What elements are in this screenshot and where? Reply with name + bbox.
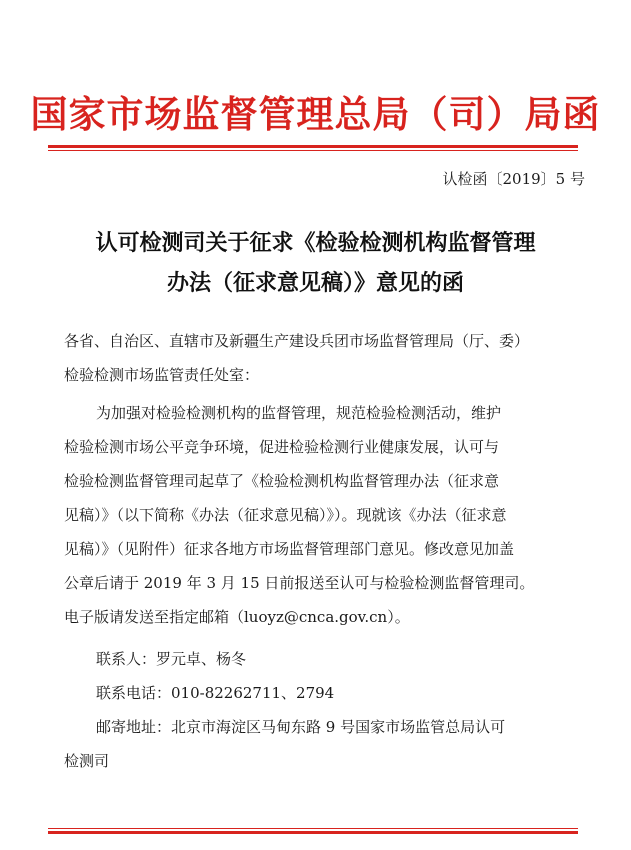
document-number: 认检函〔2019〕5 号 (442, 170, 585, 188)
body-paragraph (64, 396, 574, 634)
document-title-line-2: 办法（征求意见稿）》意见的函 (166, 271, 464, 296)
letterhead-title: 国家市场监督管理总局（司）局函 (30, 92, 601, 136)
contact-address-line-1: 邮寄地址：北京市海淀区马甸东路 9 号国家市场监管总局认可 (96, 718, 506, 736)
body-line-2: 检验检测市场公平竞争环境，促进检验检测行业健康发展，认可与 (64, 438, 500, 456)
recipient-line-2: 检验检测市场监管责任处室： (64, 366, 260, 384)
document-title-line-1: 认可检测司关于征求《检验检测机构监督管理 (95, 231, 536, 256)
body-line-3: 检验检测监督管理司起草了《检验检测机构监督管理办法（征求意 (64, 472, 500, 490)
footer-rule-thick (48, 831, 578, 834)
contact-block (64, 642, 574, 778)
contact-address-line-2: 检测司 (64, 752, 110, 770)
body-line-7: 电子版请发送至指定邮箱（luoyz@cnca.gov.cn）。 (64, 608, 410, 626)
body-line-5: 见稿）》（见附件）征求各地方市场监督管理部门意见。修改意见加盖 (64, 540, 515, 558)
document-title (40, 224, 591, 304)
recipient-block (64, 324, 574, 392)
recipient-line-1: 各省、自治区、直辖市及新疆生产建设兵团市场监督管理局（厅、委） (64, 332, 530, 350)
body-line-1: 为加强对检验检测机构的监督管理，规范检验检测活动，维护 (96, 404, 502, 422)
letterhead-rule-thick (48, 145, 578, 148)
body-line-4: 见稿）》（以下简称《办法（征求意见稿）》）。现就该《办法（征求意 (64, 506, 507, 524)
contact-person: 联系人：罗元卓、杨冬 (96, 650, 247, 668)
footer-rule-thin (48, 828, 578, 829)
contact-phone: 联系电话：010-82262711、2794 (96, 684, 335, 702)
body-line-6: 公章后请于 2019 年 3 月 15 日前报送至认可与检验检测监督管理司。 (64, 574, 535, 592)
letterhead-rule-thin (48, 150, 578, 151)
